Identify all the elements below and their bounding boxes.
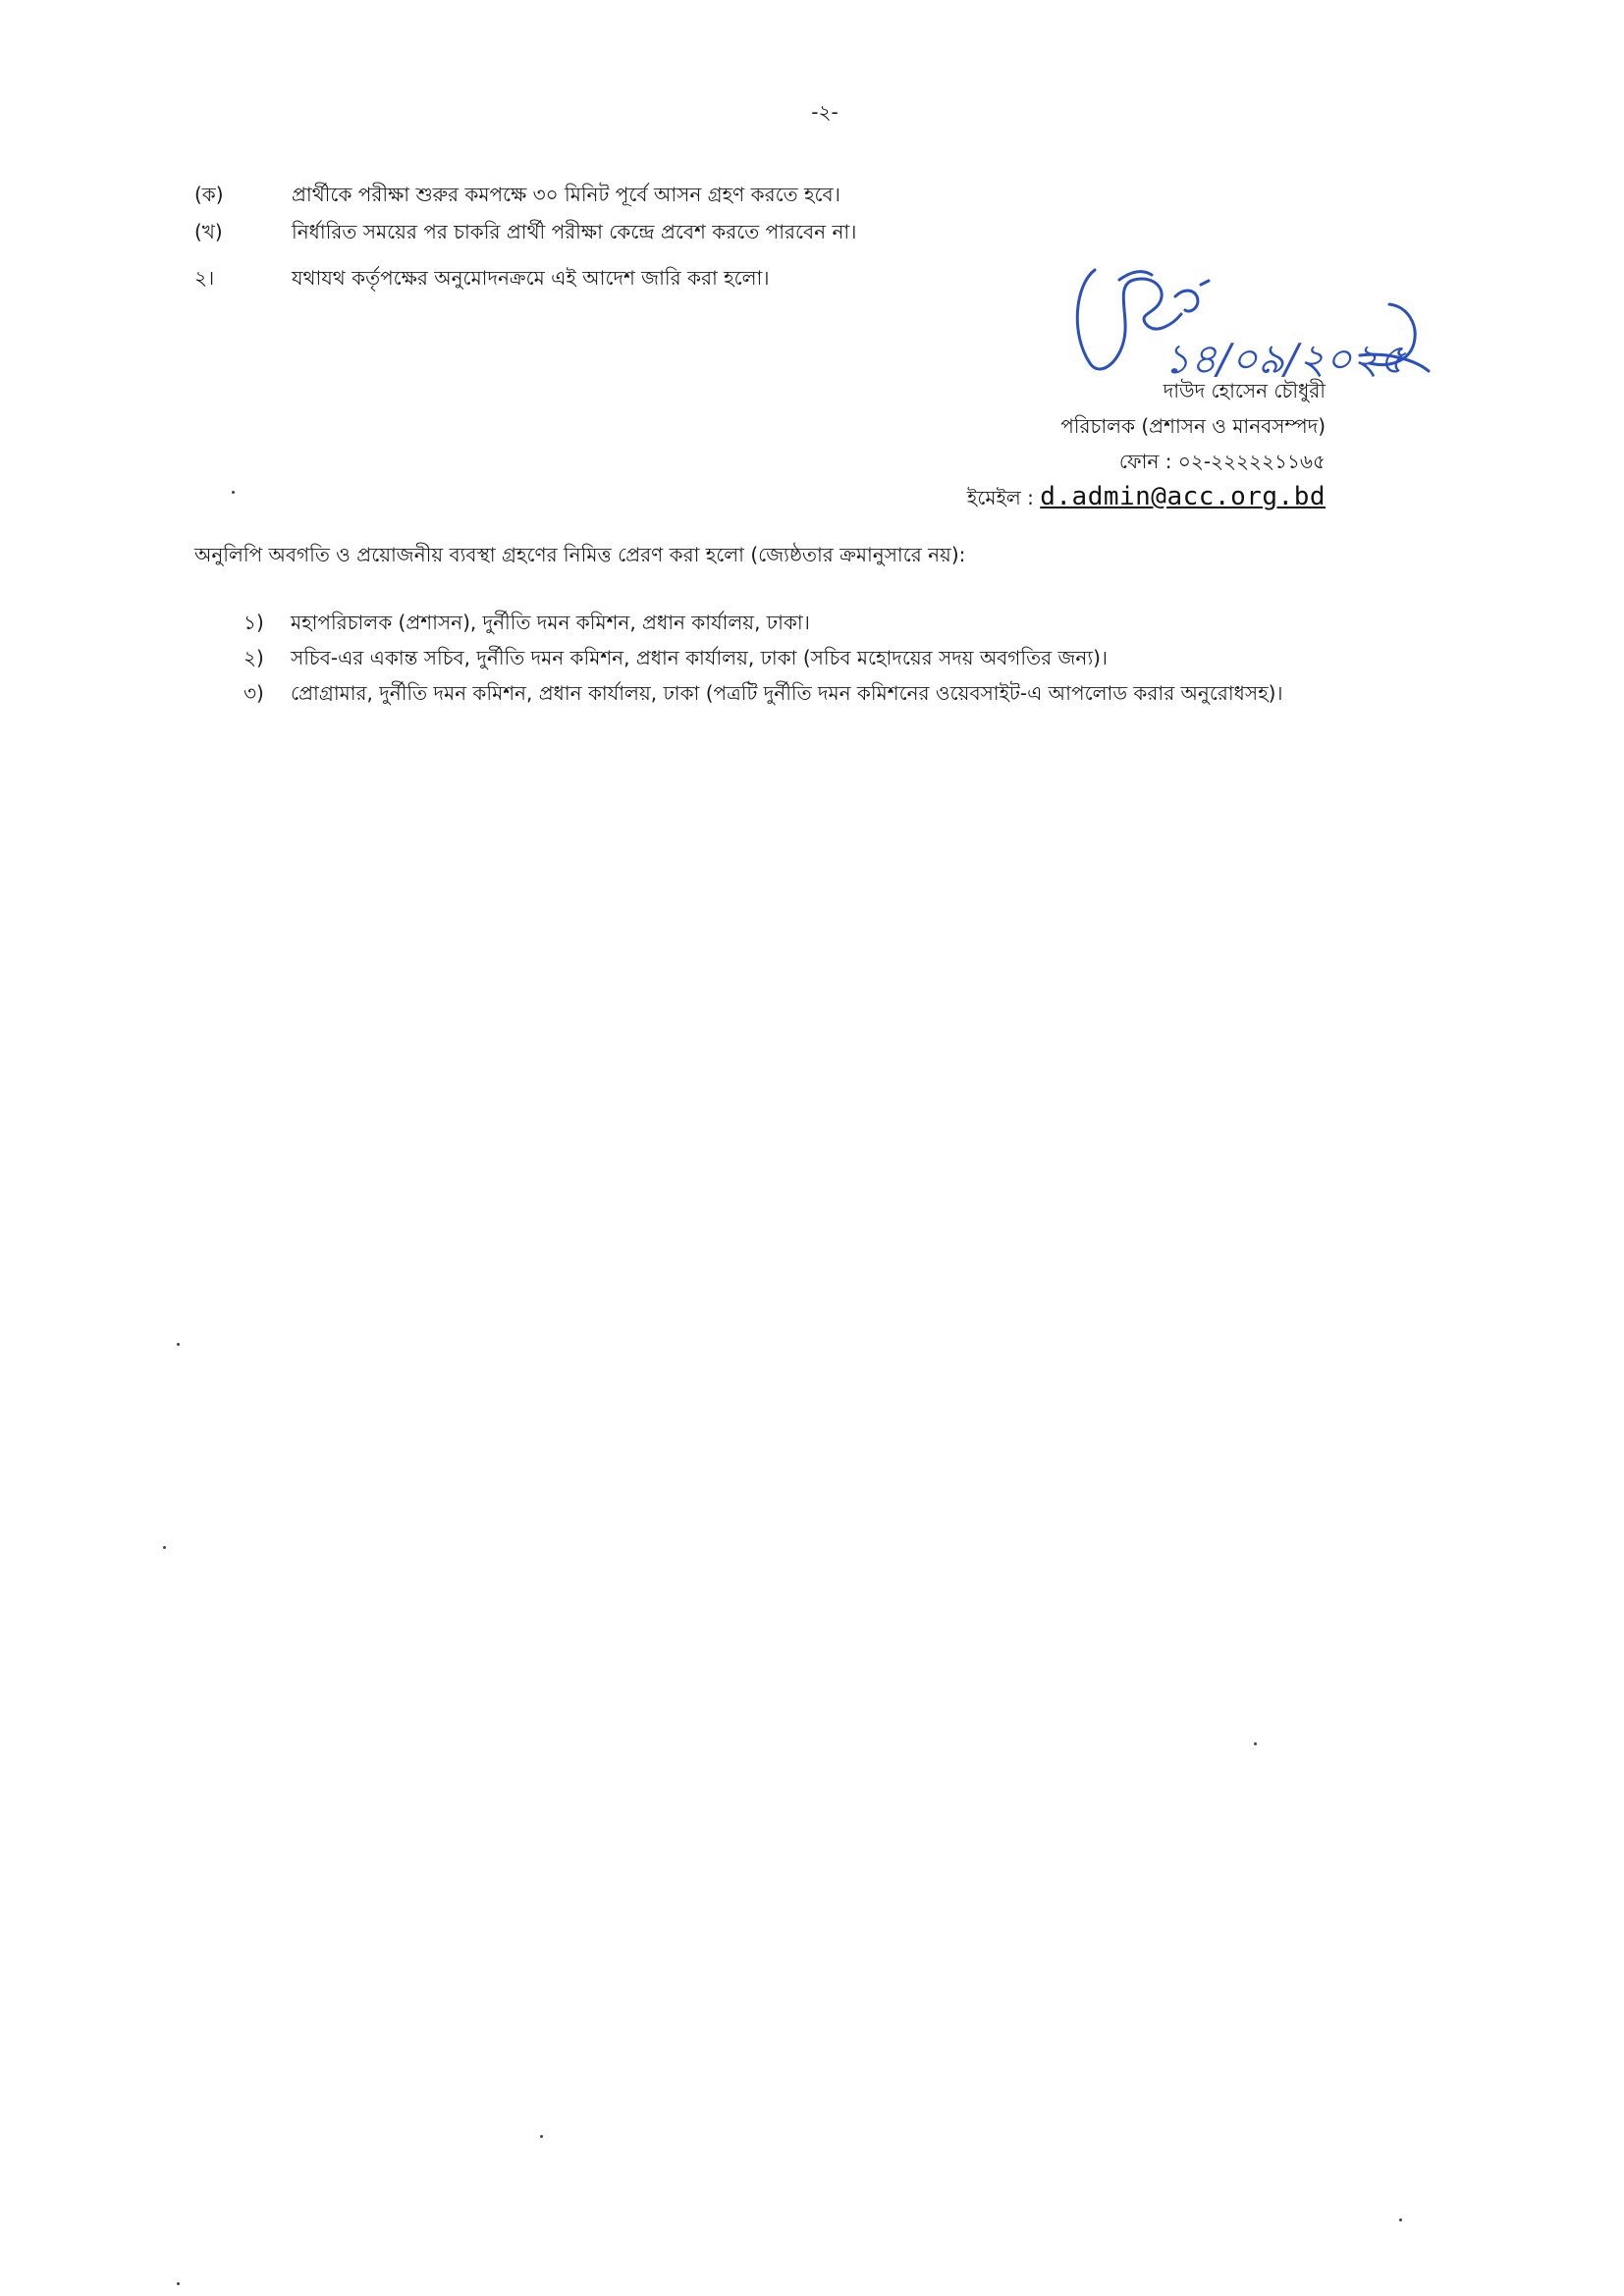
- clause-marker: ২।: [194, 266, 215, 290]
- phone-number: ০২-২২২২২১১৬৫: [1177, 450, 1326, 473]
- scan-speck: [1254, 1742, 1257, 1745]
- scan-speck: [177, 1343, 180, 1346]
- copy-list: [244, 607, 1447, 713]
- clause-text: যথাযথ কর্তৃপক্ষের অনুমোদনক্রমে এই আদেশ জারি করা হলো।: [292, 266, 770, 290]
- sub-item-marker: (ক): [194, 183, 224, 206]
- sub-item-text: নির্ধারিত সময়ের পর চাকরি প্রার্থী পরীক্ষা কেন্দ্রে প্রবেশ করতে পারবেন না।: [292, 220, 857, 243]
- sub-item-marker: (খ): [194, 220, 223, 243]
- signature-block: [913, 373, 1326, 515]
- list-item-number: ১): [244, 611, 264, 634]
- page-number: -২-: [811, 100, 839, 124]
- signatory-designation: পরিচালক (প্রশাসন ও মানবসম্পদ): [1060, 414, 1326, 438]
- list-item-number: ৩): [244, 681, 264, 705]
- email-label: ইমেইল :: [966, 486, 1034, 509]
- list-item: [244, 607, 1447, 639]
- phone-label: ফোন :: [1118, 450, 1172, 473]
- scan-speck: [163, 1546, 166, 1549]
- scan-speck: [540, 2135, 543, 2138]
- list-item: [244, 677, 1447, 710]
- list-item-text: প্রোগ্রামার, দুর্নীতি দমন কমিশন, প্রধান কার্যালয়, ঢাকা (পত্রটি দুর্নীতি দমন কমিশনের ওয়েবসাইট-এ আপলোড করার অনুরোধসহ)।: [291, 681, 1283, 705]
- list-item-text: সচিব-এর একান্ত সচিব, দুর্নীতি দমন কমিশন, প্রধান কার্যালয়, ঢাকা (সচিব মহোদয়ের সদয় অবগতির জন্য)।: [291, 646, 1109, 669]
- sub-item-text: প্রার্থীকে পরীক্ষা শুরুর কমপক্ষে ৩০ মিনিট পূর্বে আসন গ্রহণ করতে হবে।: [292, 183, 840, 206]
- scan-speck: [232, 491, 235, 494]
- list-item-number: ২): [244, 646, 264, 669]
- signatory-email-line: [913, 479, 1326, 515]
- list-item: [244, 642, 1447, 674]
- signatory-name: দাউদ হোসেন চৌধুরী: [1163, 379, 1326, 402]
- signatory-phone-line: [913, 444, 1326, 479]
- copy-intro: অনুলিপি অবগতি ও প্রয়োজনীয় ব্যবস্থা গ্রহণের নিমিত্ত প্রেরণ করা হলো (জ্যেষ্ঠতার ক্রমানুসারে নয়):: [194, 543, 966, 566]
- scan-speck: [177, 2282, 180, 2285]
- list-item-text: মহাপরিচালক (প্রশাসন), দুর্নীতি দমন কমিশন, প্রধান কার্যালয়, ঢাকা।: [291, 611, 810, 634]
- email-link[interactable]: d.admin@acc.org.bd: [1040, 482, 1326, 511]
- signature-date-text: ১৪/০৯/২০২৫: [1164, 335, 1406, 383]
- scan-speck: [1399, 2218, 1402, 2221]
